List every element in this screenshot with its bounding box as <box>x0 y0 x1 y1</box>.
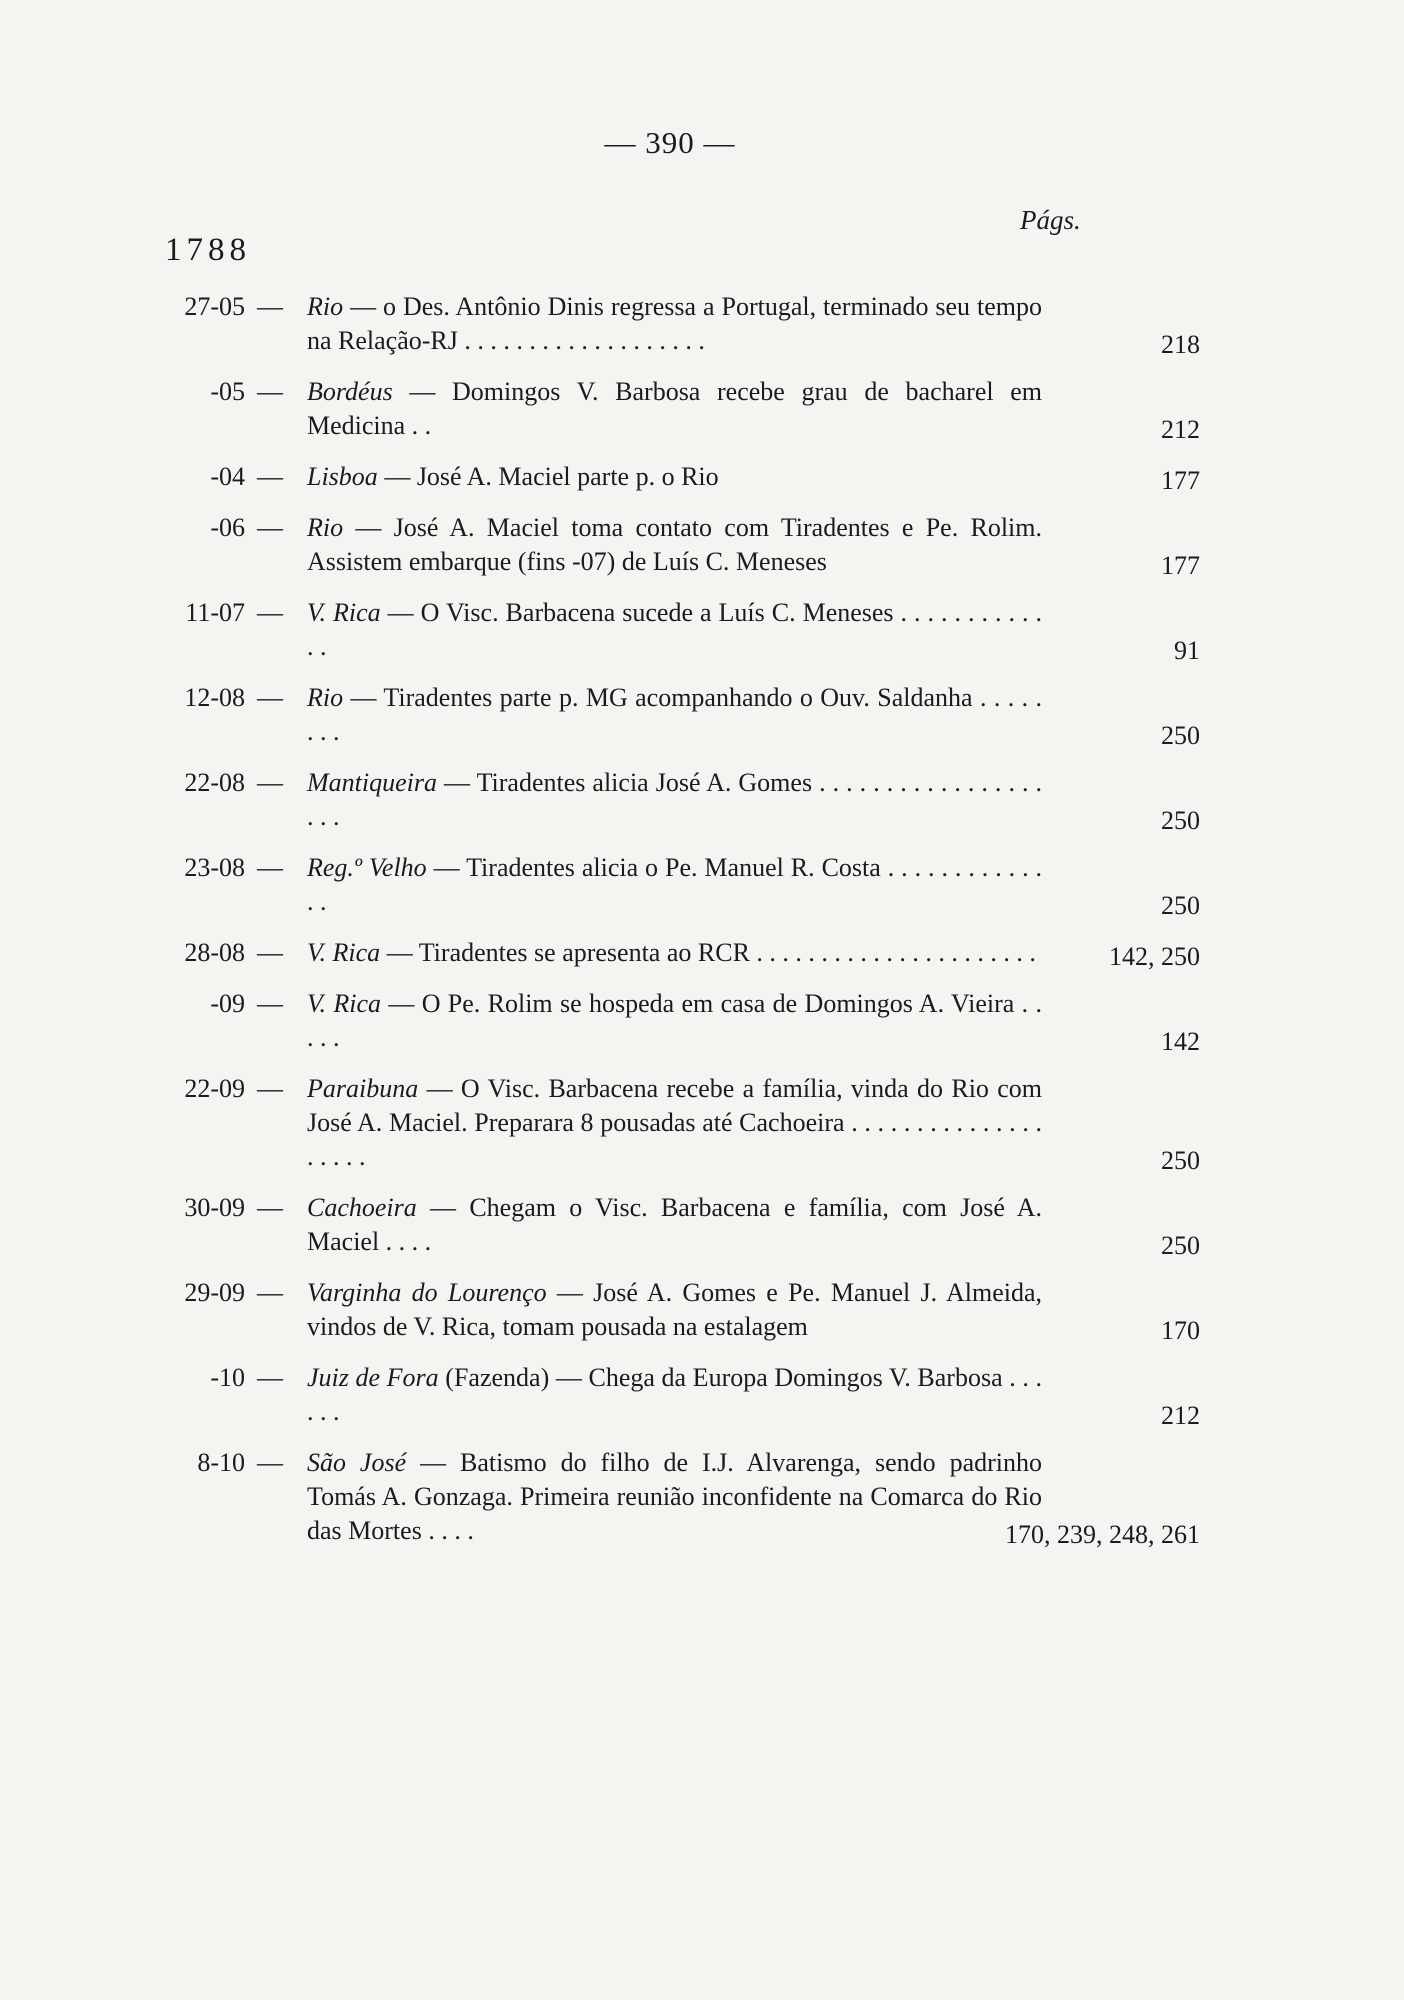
entry-pages: 142, 250 <box>1109 942 1200 971</box>
chronology-entry <box>150 681 1200 749</box>
em-dash-separator: — <box>257 462 283 491</box>
entry-date: 11-07 <box>185 598 245 627</box>
em-dash-separator: — <box>257 1278 283 1307</box>
entry-place: Paraibuna <box>307 1074 419 1103</box>
entry-date: 29-09 <box>184 1278 245 1307</box>
entry-pages: 218 <box>1161 330 1200 359</box>
chronology-entry <box>150 1276 1200 1344</box>
entry-place: Juiz de Fora <box>307 1363 439 1392</box>
entry-date: -05 <box>210 377 245 406</box>
entry-date: 30-09 <box>184 1193 245 1222</box>
entry-place: Rio <box>307 292 344 321</box>
entry-text: — José A. Gomes e Pe. Manuel J. Almeida, vindos de V. Rica, tomam pousada na estalagem <box>307 1278 1043 1341</box>
entry-pages: 212 <box>1161 415 1200 444</box>
entry-place: Lisboa <box>307 462 378 491</box>
entry-date: -06 <box>210 513 245 542</box>
entry-date: 27-05 <box>184 292 245 321</box>
entry-pages: 170, 239, 248, 261 <box>1005 1520 1200 1549</box>
entry-text: — José A. Maciel parte p. o Rio <box>384 462 719 491</box>
entry-date: 23-08 <box>184 853 245 882</box>
entry-pages: 91 <box>1174 636 1200 665</box>
em-dash-separator: — <box>257 598 283 627</box>
entry-pages: 250 <box>1161 1146 1200 1175</box>
chronology-entry <box>150 375 1200 443</box>
entry-text: — Tiradentes alicia José A. Gomes . . . . . . . . . . . . . . . . . . . . <box>307 768 1042 831</box>
em-dash-separator: — <box>257 377 283 406</box>
chronology-entry <box>150 851 1200 919</box>
em-dash-separator: — <box>257 513 283 542</box>
entry-text: — Batismo do filho de I.J. Alvarenga, sendo padrinho Tomás A. Gonzaga. Primeira reunião inconfidente na Comarca do Rio das Mortes . . . . <box>307 1448 1042 1545</box>
entry-date: -10 <box>210 1363 245 1392</box>
entry-pages: 250 <box>1161 721 1200 750</box>
entry-place: V. Rica <box>307 989 382 1018</box>
entry-place: Rio <box>307 683 344 712</box>
entry-date: -09 <box>210 989 245 1018</box>
entry-text: — Chegam o Visc. Barbacena e família, com José A. Maciel . . . . <box>307 1193 1043 1256</box>
em-dash-separator: — <box>257 853 283 882</box>
entry-place: Bordéus <box>307 377 393 406</box>
entry-pages: 212 <box>1161 1401 1200 1430</box>
entry-text: — Tiradentes se apresenta ao RCR . . . . . . . . . . . . . . . . . . . . . . <box>386 938 1036 967</box>
pages-column-label: Págs. <box>1020 205 1081 235</box>
entry-place: Cachoeira <box>307 1193 417 1222</box>
entry-pages: 177 <box>1161 466 1200 495</box>
chronology-entry <box>150 511 1200 579</box>
chronology-entry <box>150 1072 1200 1174</box>
entry-pages: 250 <box>1161 891 1200 920</box>
entry-text: — O Pe. Rolim se hospeda em casa de Domingos A. Vieira . . . . . <box>307 989 1042 1052</box>
em-dash-separator: — <box>257 1363 283 1392</box>
entry-pages: 177 <box>1161 551 1200 580</box>
chronology-entry <box>150 1446 1200 1548</box>
entry-text: — O Visc. Barbacena recebe a família, vinda do Rio com José A. Maciel. Preparara 8 pousadas até Cachoeira . . . . . . . . . . . . . . . . . . . . <box>307 1074 1043 1171</box>
chronology-entry <box>150 1191 1200 1259</box>
entry-place: V. Rica <box>307 598 381 627</box>
chronology-entry <box>150 987 1200 1055</box>
em-dash-separator: — <box>257 1074 283 1103</box>
entry-place: São José <box>307 1448 407 1477</box>
em-dash-separator: — <box>257 768 283 797</box>
entry-text: — Tiradentes alicia o Pe. Manuel R. Costa . . . . . . . . . . . . . . <box>307 853 1043 916</box>
chronology-entry <box>150 290 1200 358</box>
entry-pages: 250 <box>1161 806 1200 835</box>
entry-date: 12-08 <box>184 683 245 712</box>
entry-place: Mantiqueira <box>307 768 437 797</box>
entry-text: (Fazenda) — Chega da Europa Domingos V. Barbosa . . . . . . <box>307 1363 1042 1426</box>
entry-place: V. Rica <box>307 938 381 967</box>
chronology-entry <box>150 596 1200 664</box>
entry-text: — Domingos V. Barbosa recebe grau de bacharel em Medicina . . <box>307 377 1043 440</box>
chronology-entry <box>150 460 1200 494</box>
entry-pages: 142 <box>1161 1027 1200 1056</box>
entry-text: — Tiradentes parte p. MG acompanhando o Ouv. Saldanha . . . . . . . . <box>307 683 1042 746</box>
chronology-list <box>150 290 1200 1565</box>
em-dash-separator: — <box>257 989 283 1018</box>
entry-text: — José A. Maciel toma contato com Tiradentes e Pe. Rolim. Assistem embarque (fins -07) de Luís C. Meneses <box>307 513 1042 576</box>
em-dash-separator: — <box>257 292 283 321</box>
em-dash-separator: — <box>257 1448 283 1477</box>
entry-text: — O Visc. Barbacena sucede a Luís C. Meneses . . . . . . . . . . . . . <box>307 598 1042 661</box>
entry-pages: 250 <box>1161 1231 1200 1260</box>
entry-text: — o Des. Antônio Dinis regressa a Portugal, terminado seu tempo na Relação-RJ . . . . . . . . . . . . . . . . . . . <box>307 292 1042 355</box>
em-dash-separator: — <box>257 1193 283 1222</box>
entry-place: Varginha do Lourenço <box>307 1278 547 1307</box>
entry-date: 8-10 <box>197 1448 245 1477</box>
entry-pages: 170 <box>1161 1316 1200 1345</box>
entry-date: 22-08 <box>184 768 245 797</box>
entry-place: Rio <box>307 513 344 542</box>
entry-place: Reg.º Velho <box>307 853 427 882</box>
em-dash-separator: — <box>257 938 283 967</box>
chronology-entry <box>150 1361 1200 1429</box>
chronology-entry <box>150 936 1200 970</box>
entry-date: 22-09 <box>184 1074 245 1103</box>
year-heading: 1788 <box>165 232 251 268</box>
page-number: — 390 — <box>604 125 736 160</box>
chronology-entry <box>150 766 1200 834</box>
em-dash-separator: — <box>257 683 283 712</box>
entry-date: -04 <box>210 462 245 491</box>
entry-date: 28-08 <box>184 938 245 967</box>
